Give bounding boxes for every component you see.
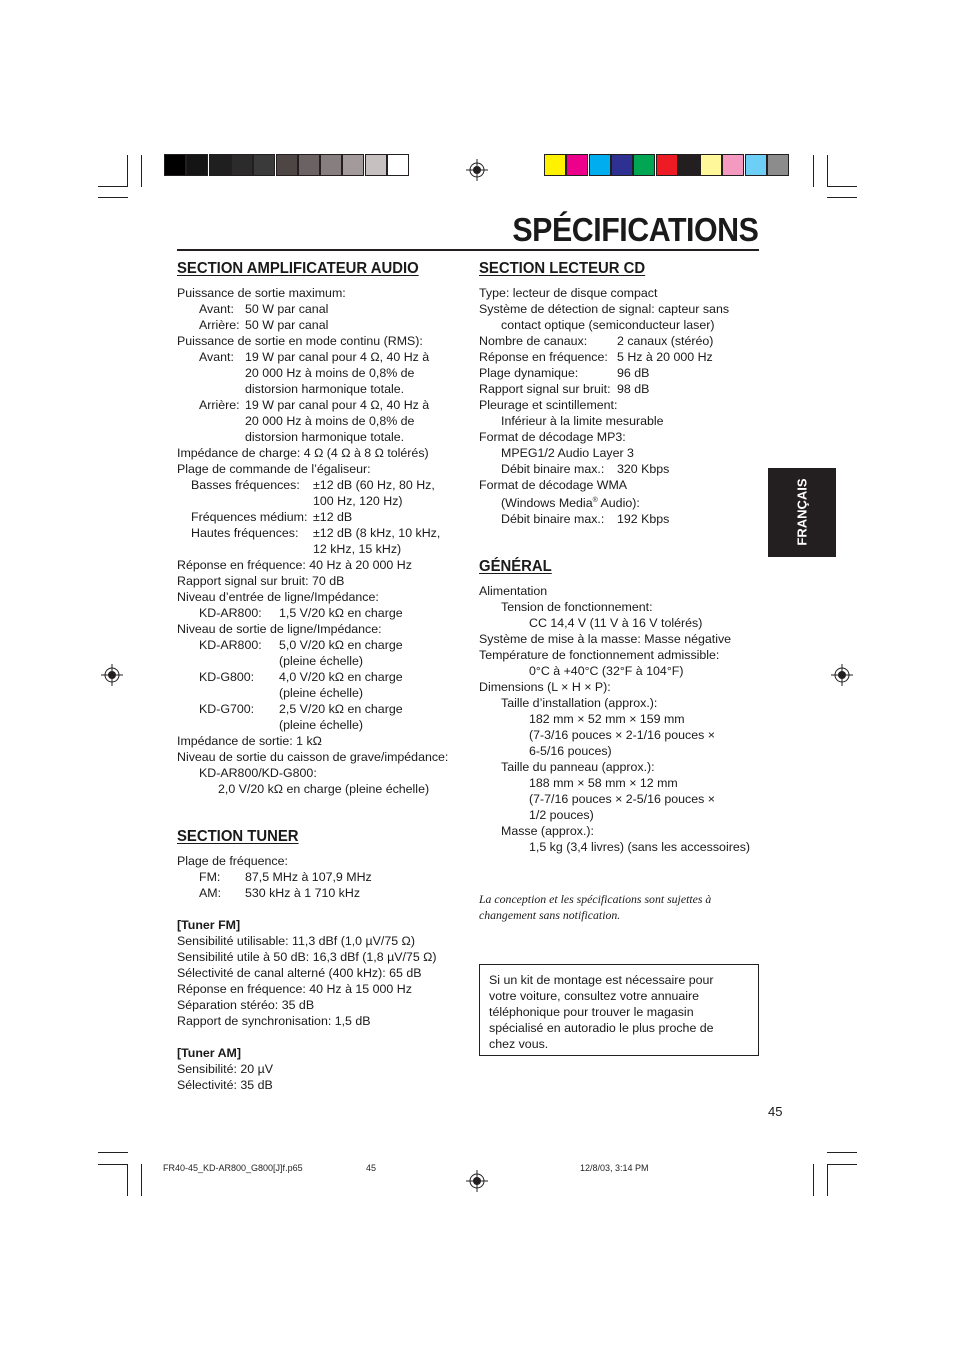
amp-line-out-row: KD-AR800: 5,0 V/20 kΩ en charge (pleine échelle) [199,638,403,668]
tuner-fm-spec: Sensibilité utilisable: 11,3 dBf (1,0 µV/75 Ω) [177,934,415,948]
general-install-line: (7-3/16 pouces × 2-1/16 pouces × [529,728,715,743]
tuner-am-range: AM: 530 kHz à 1 710 kHz [199,886,361,900]
amp-rms-front: Avant: 19 W par canal pour 4 Ω, 40 Hz à 20 000 Hz à moins de 0,8% de distorsion harmonique totale. [199,350,430,396]
cd-detection-cont: contact optique (semiconducteur laser) [501,318,715,332]
amp-sub-out: Niveau de sortie du caisson de grave/impédance: [177,750,449,764]
color-swatch [745,154,767,176]
page-number: 45 [768,1104,783,1119]
mounting-kit-box: Si un kit de montage est nécessaire pour votre voiture, consultez votre annuaire téléphonique pour trouver le magasin spécialisé en autoradio le plus proche de chez vous. [479,964,759,1056]
cd-channels: Nombre de canaux: 2 canaux (stéréo) [479,334,714,348]
cd-wow: Pleurage et scintillement: [479,398,618,412]
amp-line-out-row: KD-G700: 2,5 V/20 kΩ en charge (pleine échelle) [199,702,403,732]
amp-load-impedance: Impédance de charge: 4 Ω (4 Ω à 8 Ω tolérés) [177,446,429,460]
general-mass-label: Masse (approx.): [501,824,594,839]
general-install-label: Taille d’installation (approx.): [501,696,658,711]
general-temp-value: 0°C à +40°C (32°F à 104°F) [529,664,684,679]
tuner-fm-range: FM: 87,5 MHz à 107,9 MHz [199,870,372,884]
color-swatch [186,154,208,176]
general-dims: Dimensions (L × H × P): [479,680,611,695]
amp-sub-value: 2,0 V/20 kΩ en charge (pleine échelle) [218,782,430,796]
cd-dynamic: Plage dynamique: 96 dB [479,366,650,380]
general-power: Alimentation [479,584,548,599]
color-swatch [253,154,275,176]
tuner-fm-spec: Sélectivité de canal alterné (400 kHz): 65 dB [177,966,422,980]
amp-eq-mid: Fréquences médium: ±12 dB [191,510,353,524]
color-swatch [365,154,387,176]
cd-mp3-bitrate: Débit binaire max.: 320 Kbps [501,462,670,476]
color-swatch [342,154,364,176]
registration-mark-icon [466,1170,488,1192]
amp-freq-response: Réponse en fréquence: 40 Hz à 20 000 Hz [177,558,412,572]
registration-mark-icon [466,159,488,181]
footer-filename: FR40-45_KD-AR800_G800[J]f.p65 [163,1163,303,1173]
amp-line-out: Niveau de sortie de ligne/Impédance: [177,622,382,636]
color-swatch [589,154,611,176]
registration-mark-icon [101,664,123,686]
language-tab-label: FRANÇAIS [794,478,810,546]
cd-wma-media: (Windows Media® Audio): [501,496,640,511]
general-voltage-label: Tension de fonctionnement: [501,600,653,615]
color-swatch [722,154,744,176]
general-mass-value: 1,5 kg (3,4 livres) (sans les accessoires) [529,840,751,855]
tuner-freq-range: Plage de fréquence: [177,854,288,868]
tuner-section-heading: SECTION TUNER [177,828,299,845]
color-swatch [231,154,253,176]
general-panel-line: (7-7/16 pouces × 2-5/16 pouces × [529,792,715,807]
title-rule [177,249,759,251]
cd-response: Réponse en fréquence: 5 Hz à 20 000 Hz [479,350,713,364]
amp-out-impedance: Impédance de sortie: 1 kΩ [177,734,322,748]
general-panel-label: Taille du panneau (approx.): [501,760,655,775]
amp-max-front: Avant: 50 W par canal [199,302,329,316]
amp-section-heading: SECTION AMPLIFICATEUR AUDIO [177,260,419,277]
cd-snr: Rapport signal sur bruit: 98 dB [479,382,650,396]
tuner-fm-spec: Séparation stéréo: 35 dB [177,998,315,1012]
left-column [177,259,467,1093]
tuner-fm-spec: Rapport de synchronisation: 1,5 dB [177,1014,371,1028]
amp-eq-bass: Basses fréquences: ±12 dB (60 Hz, 80 Hz, 100 Hz, 120 Hz) [191,478,435,508]
cd-mp3-layer: MPEG1/2 Audio Layer 3 [501,446,634,460]
color-swatch [387,154,409,176]
general-temp: Température de fonctionnement admissible: [479,648,720,663]
footer-date: 12/8/03, 3:14 PM [580,1163,649,1173]
amp-line-out-row: KD-G800: 4,0 V/20 kΩ en charge (pleine échelle) [199,670,403,700]
color-swatch [700,154,722,176]
amp-snr: Rapport signal sur bruit: 70 dB [177,574,345,588]
general-section-heading: GÉNÉRAL [479,558,552,576]
color-swatch [298,154,320,176]
color-swatch [276,154,298,176]
cd-detection: Système de détection de signal: capteur sans [479,302,730,316]
right-column [479,259,763,855]
general-panel-line: 188 mm × 58 mm × 12 mm [529,776,678,791]
amp-max-rear: Arrière: 50 W par canal [199,318,329,332]
tuner-fm-spec: Réponse en fréquence: 40 Hz à 15 000 Hz [177,982,412,996]
color-swatch [656,154,678,176]
footer-page: 45 [366,1163,377,1173]
color-swatch [678,154,700,176]
amp-power-max: Puissance de sortie maximum: [177,286,346,300]
cd-wma: Format de décodage WMA [479,478,628,492]
color-swatch [544,154,566,176]
language-tab [768,468,836,557]
specs-notice: La conception et les spécifications sont sujettes à changement sans notification. [479,892,712,922]
general-ground: Système de mise à la masse: Masse négative [479,632,732,647]
tuner-am-spec: Sélectivité: 35 dB [177,1078,273,1092]
color-swatch [209,154,231,176]
amp-line-in-row: KD-AR800: 1,5 V/20 kΩ en charge [199,606,403,620]
registration-mark-icon [831,664,853,686]
amp-line-in: Niveau d’entrée de ligne/Impédance: [177,590,379,604]
tuner-fm-heading: [Tuner FM] [177,918,241,932]
cd-wma-bitrate: Débit binaire max.: 192 Kbps [501,512,670,527]
color-swatch [633,154,655,176]
color-swatch [566,154,588,176]
general-panel-line: 1/2 pouces) [529,808,594,823]
amp-eq-high: Hautes fréquences: ±12 dB (8 kHz, 10 kHz, 12 kHz, 15 kHz) [191,526,441,556]
cd-wow-value: Inférieur à la limite mesurable [501,414,664,428]
amp-rms-rear: Arrière: 19 W par canal pour 4 Ω, 40 Hz à 20 000 Hz à moins de 0,8% de distorsion harmonique totale. [199,398,430,444]
color-swatch [320,154,342,176]
amp-eq-range: Plage de commande de l’égaliseur: [177,462,371,476]
tuner-am-heading: [Tuner AM] [177,1046,242,1060]
tuner-fm-spec: Sensibilité utile à 50 dB: 16,3 dBf (1,8 µV/75 Ω) [177,950,437,964]
color-swatch [611,154,633,176]
cd-section-heading: SECTION LECTEUR CD [479,260,646,277]
amp-power-rms: Puissance de sortie en mode continu (RMS): [177,334,423,348]
tuner-am-spec: Sensibilité: 20 µV [177,1062,273,1076]
color-swatch [164,154,186,176]
cd-type: Type: lecteur de disque compact [479,286,658,300]
cd-mp3: Format de décodage MP3: [479,430,626,444]
color-swatch [767,154,789,176]
page-title: SPÉCIFICATIONS [511,211,758,248]
general-install-line: 182 mm × 52 mm × 159 mm [529,712,685,727]
general-voltage-value: CC 14,4 V (11 V à 16 V tolérés) [529,616,703,631]
general-install-line: 6-5/16 pouces) [529,744,612,759]
amp-sub-models: KD-AR800/KD-G800: [199,766,317,780]
